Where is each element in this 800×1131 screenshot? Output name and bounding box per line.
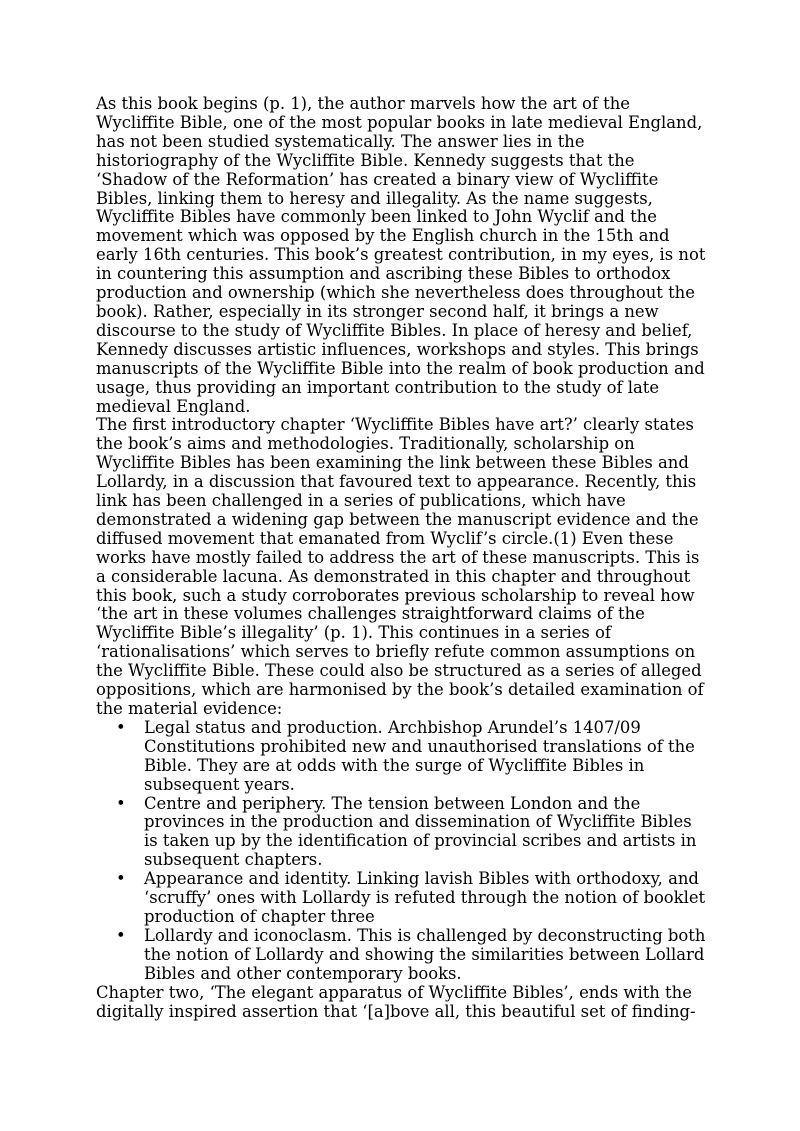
paragraph-chapter-one: The first introductory chapter ‘Wycliffite Bibles have art?’ clearly states the book’s aims and methodologies. Traditionally, scholarship on Wycliffite Bibles has been examining the link between these Bibles and Lollardy, in a discussion that favoured text to appearance. Recently, this link has been challenged in a series of publications, which have demonstrated a widening gap between the manuscript evidence and the diffused movement that emanated from Wyclif’s circle.(1) Even these works have mostly failed to address the art of these manuscripts. This is a considerable lacuna. As demonstrated in this chapter and throughout this book, such a study corroborates previous scholarship to reveal how ‘the art in these volumes challenges straightforward claims of the Wycliffite Bible’s illegality’ (p. 1). This continues in a series of ‘rationalisations’ which serves to briefly refute common assumptions on the Wycliffite Bible. These could also be structured as a series of alleged oppositions, which are harmonised by the book’s detailed examination of the material evidence: [96,415,704,718]
paragraph-chapter-two: Chapter two, ‘The elegant apparatus of Wycliffite Bibles’, ends with the digitally inspired assertion that ‘[a]bove all, this beautiful set of finding- [96,982,696,1021]
bullet-icon: • [116,869,126,889]
list-item [96,795,708,871]
bullet-icon: • [116,793,126,813]
list-item [96,870,708,927]
paragraph-intro: As this book begins (p. 1), the author marvels how the art of the Wycliffite Bible, one of the most popular books in late medieval England, has not been studied systematically. The answer lies in the historiography of the Wycliffite Bible. Kennedy suggests that the ‘Shadow of the Reformation’ has created a binary view of Wycliffite Bibles, linking them to heresy and illegality. As the name suggests, Wycliffite Bibles have commonly been linked to John Wyclif and the movement which was opposed by the English church in the 15th and early 16th centuries. This book’s greatest contribution, in my eyes, is not in countering this assumption and ascribing these Bibles to orthodox production and ownership (which she nevertheless does throughout the book). Rather, especially in its stronger second half, it brings a new discourse to the study of Wycliffite Bibles. In place of heresy and belief, Kennedy discusses artistic influences, workshops and styles. This brings manuscripts of the Wycliffite Bible into the realm of book production and usage, thus providing an important contribution to the study of late medieval England. [96,94,706,416]
list-item-text: Centre and periphery. The tension between London and the provinces in the production and dissemination of Wycliffite Bibles is taken up by the identification of provincial scribes and artists in subsequent chapters. [144,793,697,870]
list-item [96,927,708,984]
bullet-icon: • [116,925,126,945]
oppositions-list [96,719,708,984]
bullet-icon: • [116,717,126,737]
list-item-text: Appearance and identity. Linking lavish Bibles with orthodoxy, and ‘scruffy’ ones with Lollardy is refuted through the notion of booklet production of chapter three [144,869,706,926]
document-body [96,95,708,1021]
list-item-text: Lollardy and iconoclasm. This is challenged by deconstructing both the notion of Lollardy and showing the similarities between Lollard Bibles and other contemporary books. [144,925,706,983]
list-item [96,719,708,795]
list-item-text: Legal status and production. Archbishop Arundel’s 1407/09 Constitutions prohibited new and unauthorised translations of the Bible. They are at odds with the surge of Wycliffite Bibles in subsequent years. [144,717,695,794]
